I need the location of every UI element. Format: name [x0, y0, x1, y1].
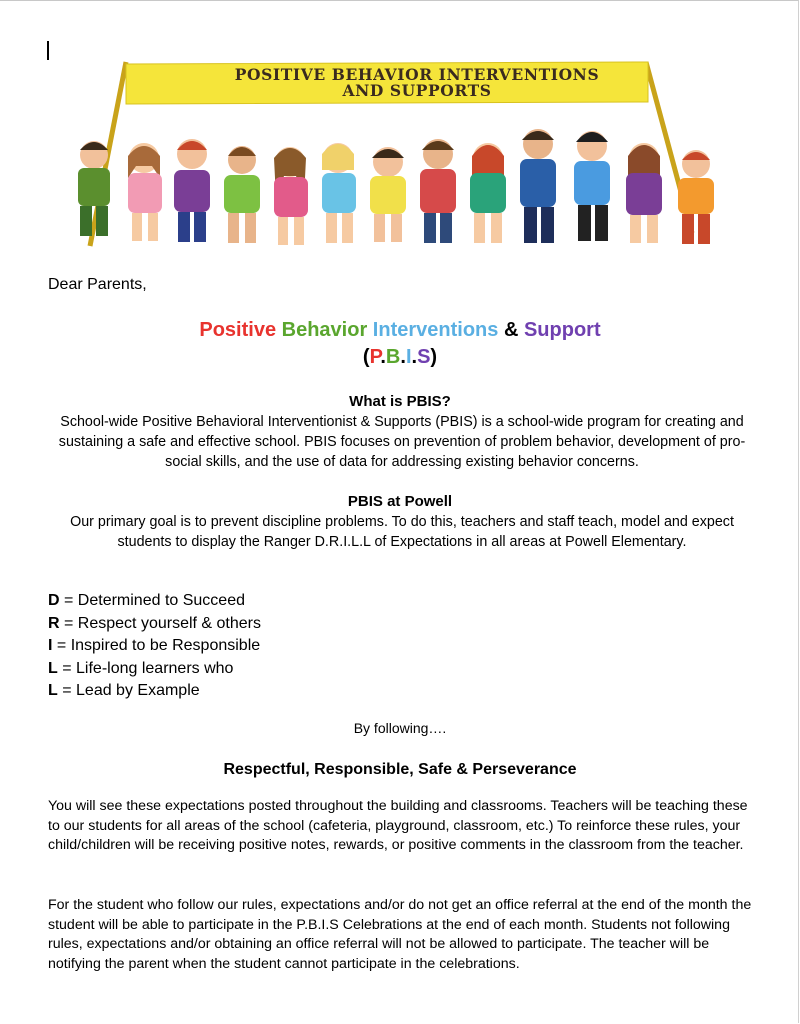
- drill-letter: L: [48, 682, 58, 699]
- what-is-pbis-body: School-wide Positive Behavioral Interventionist & Supports (PBIS) is a school-wide program for creating and sustaining a safe and effective school. PBIS focuses on prevention of problem behavior, development of pro-social skills, and the use of data for addressing existing behavior concerns.: [58, 414, 746, 470]
- celebrations-paragraph: For the student who follow our rules, expectations and/or do not get an office referral at the end of the month the student will be able to participate in the P.B.I.S Celebrations at the end of each month. Students not following rules, expectations and/or obtaining an office referral will not be allowed to participate. The teacher will be notifying the parent when the student cannot participate in the celebrations.: [48, 897, 752, 972]
- headline-word-support: Support: [523, 319, 601, 341]
- drill-text: = Respect yourself & others: [59, 614, 261, 632]
- drill-text: = Life-long learners who: [57, 659, 234, 677]
- abbr-dot: .: [411, 346, 418, 368]
- pbis-at-powell-heading: PBIS at Powell: [347, 493, 453, 510]
- abbr-b: B: [385, 346, 401, 368]
- drill-text: = Determined to Succeed: [59, 592, 245, 609]
- drill-letter: I: [48, 637, 53, 654]
- abbr-open-paren: (: [362, 346, 370, 368]
- drill-text: = Lead by Example: [57, 682, 200, 699]
- banner-title-line1: POSITIVE BEHAVIOR INTERVENTIONS: [234, 65, 600, 84]
- pbis-banner-illustration: [64, 58, 744, 258]
- drill-letter: D: [48, 592, 60, 609]
- salutation: Dear Parents,: [48, 276, 147, 293]
- banner-title: [182, 67, 652, 99]
- headline-word-interventions: Interventions: [372, 319, 499, 341]
- drill-item: [48, 658, 261, 681]
- abbr-i: I: [405, 346, 412, 368]
- headline-word-positive: Positive: [199, 319, 277, 341]
- core-values-line: Respectful, Responsible, Safe & Perseverance: [223, 761, 577, 778]
- abbr-close-paren: ): [430, 346, 438, 368]
- headline-abbreviation: [0, 345, 800, 369]
- text-cursor: [47, 41, 49, 60]
- what-is-pbis-heading: What is PBIS?: [349, 393, 451, 410]
- headline-word-behavior: Behavior: [281, 319, 368, 341]
- pbis-at-powell-body: Our primary goal is to prevent discipline problems. To do this, teachers and staff teach, model and expect students to display the Ranger D.R.I.L.L of Expectations in all areas at Powell Elementary.: [70, 514, 734, 550]
- abbr-dot: .: [400, 346, 406, 368]
- drill-letter: L: [48, 659, 58, 677]
- drill-item: [48, 613, 261, 636]
- drill-item: [48, 590, 261, 613]
- abbr-s: S: [417, 346, 431, 368]
- abbr-dot: .: [380, 346, 386, 368]
- drill-letter: R: [48, 614, 60, 632]
- drill-item: [48, 635, 261, 658]
- headline-ampersand: &: [503, 319, 519, 341]
- banner-title-line2: AND SUPPORTS: [342, 81, 492, 100]
- drill-expectations-list: [48, 590, 261, 703]
- by-following-text: By following….: [353, 720, 447, 736]
- expectations-paragraph: You will see these expectations posted throughout the building and classrooms. Teachers will be teaching these to our students for all areas of the school (cafeteria, playground, classroom, etc.) To reinforce these rules, your child/children will be receiving positive notes, rewards, or positive comments in the classroom from the teacher.: [48, 798, 748, 853]
- drill-text: = Inspired to be Responsible: [52, 637, 261, 654]
- drill-item: [48, 680, 261, 703]
- headline: [0, 318, 800, 342]
- abbr-p: P: [369, 346, 381, 368]
